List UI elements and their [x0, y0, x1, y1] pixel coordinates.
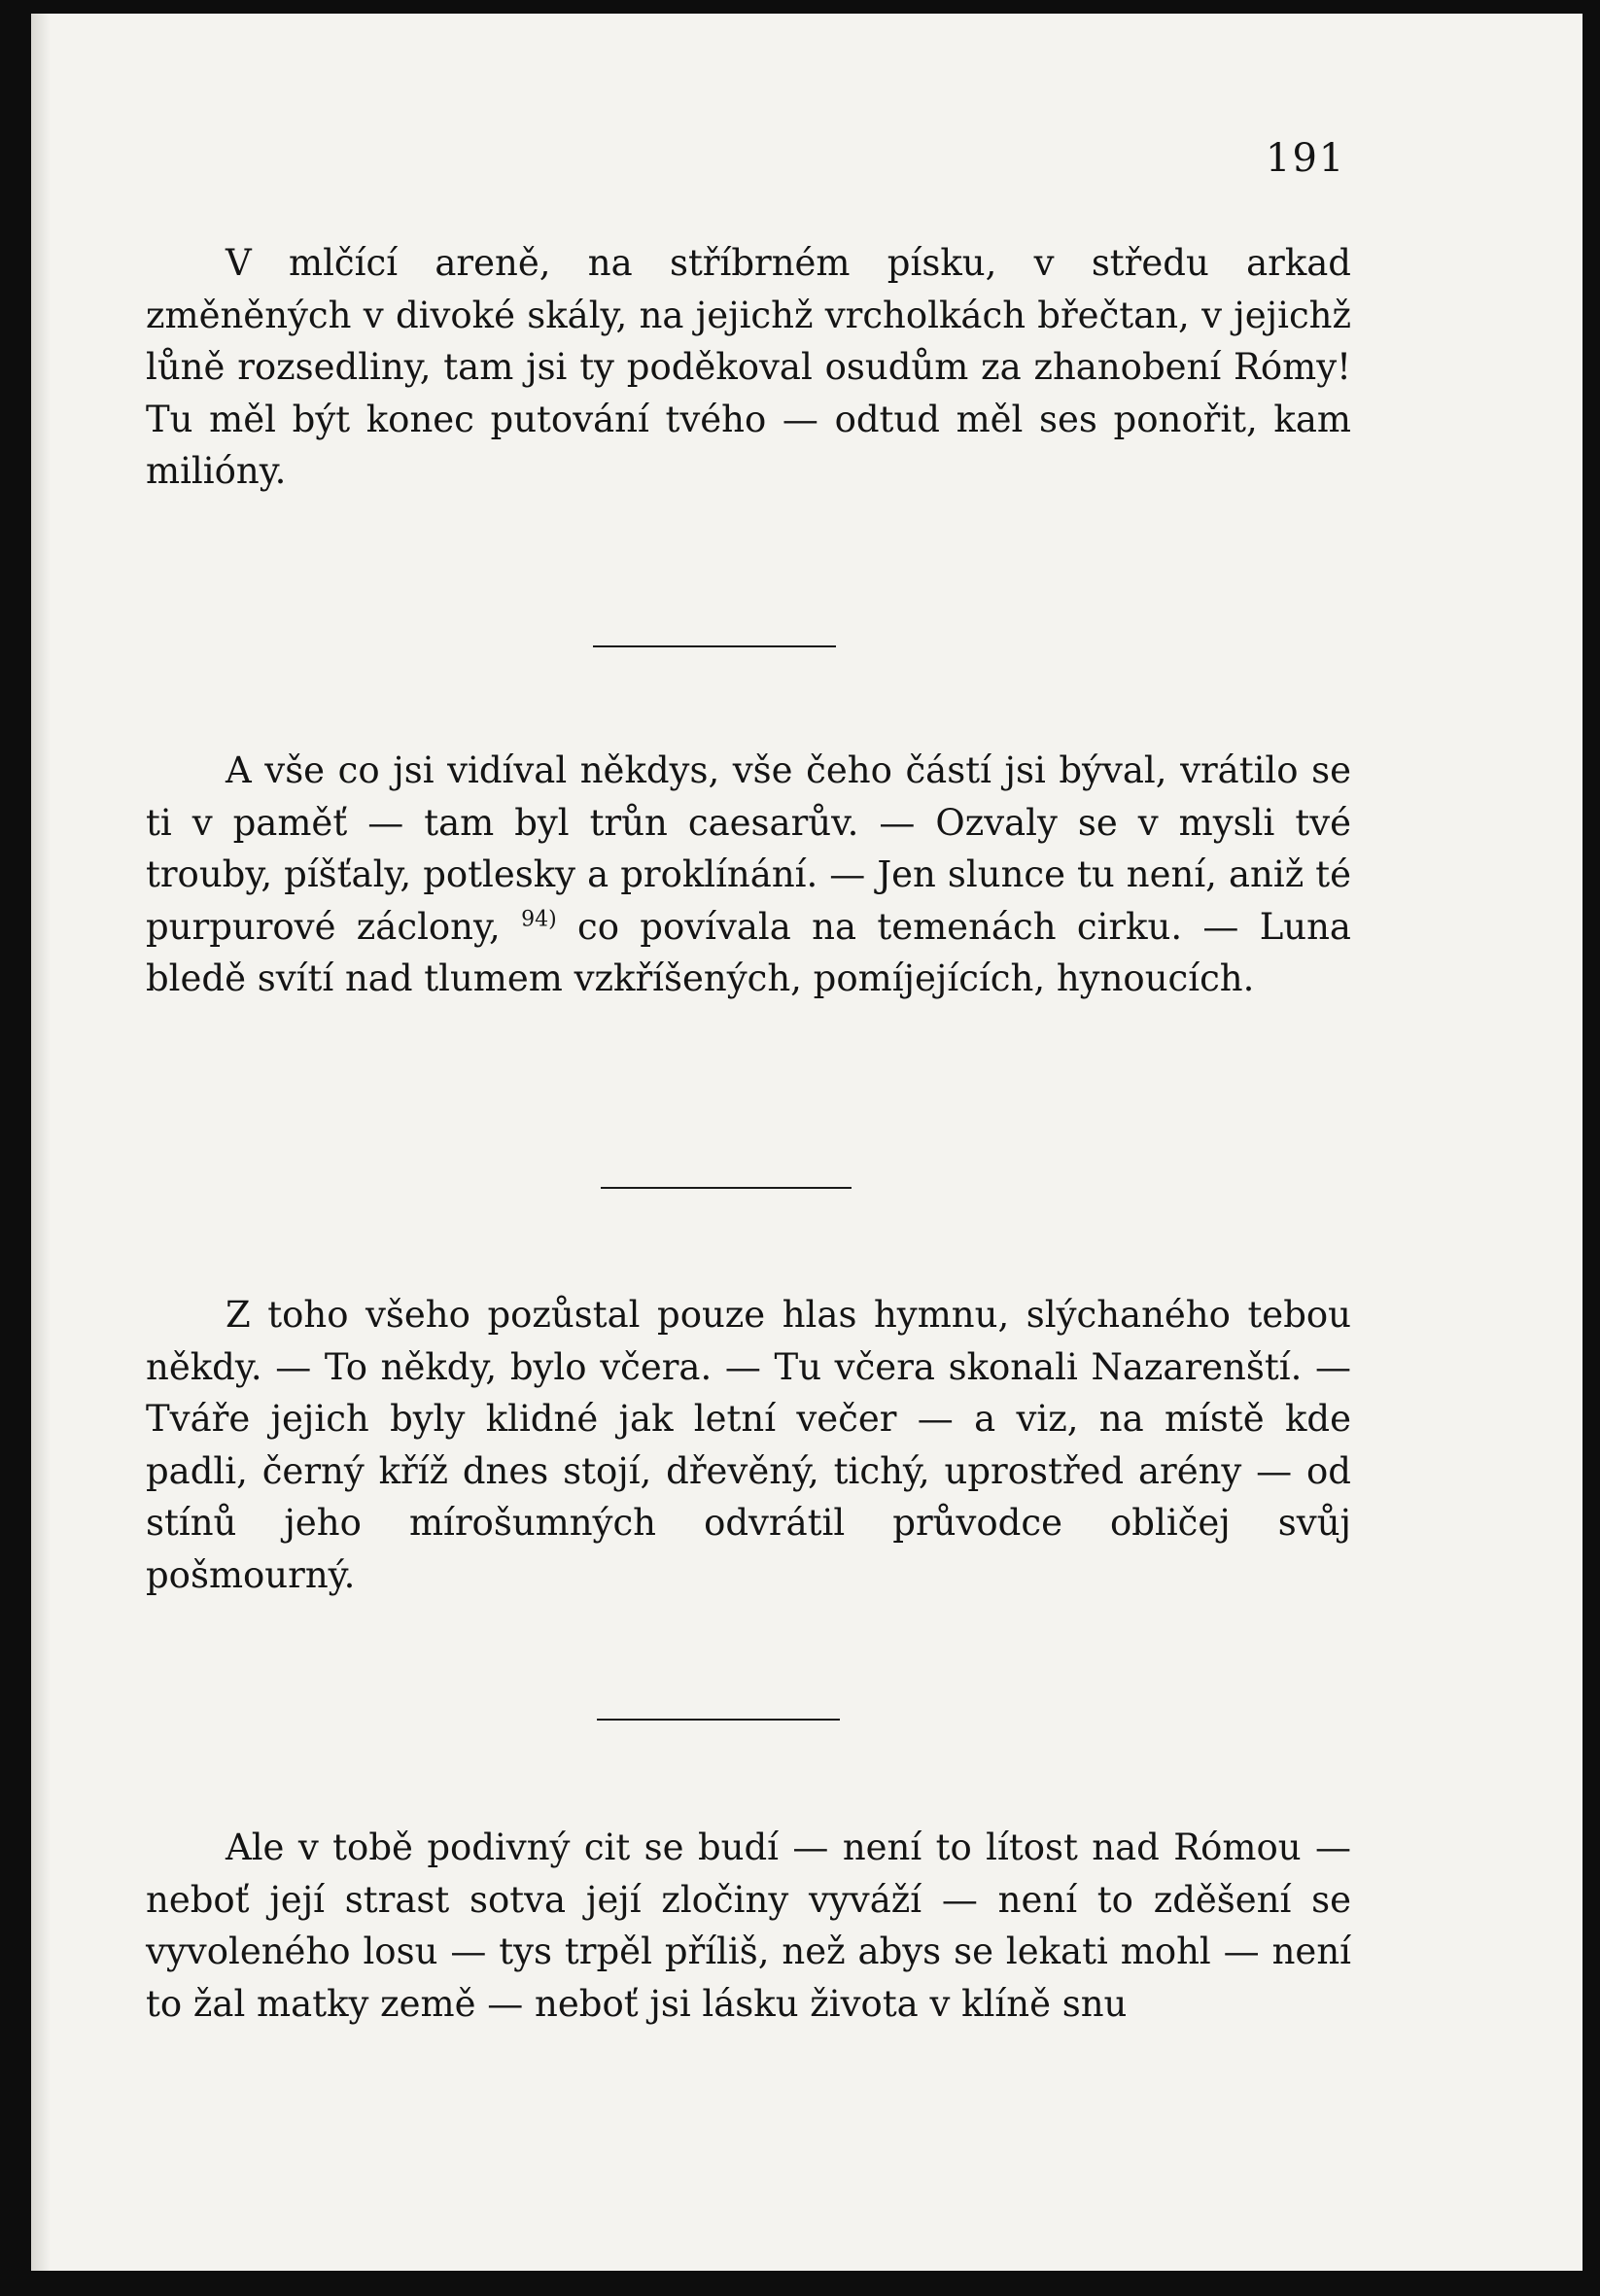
paragraph-1: V mlčící areně, na stříbrném písku, v středu arkad změněných v divoké skály, na jejichž vrcholkách břečtan, v jejichž lůně rozsedliny, tam jsi ty poděkoval osudům za zhanobení Rómy! Tu měl být konec putování tvého — odtud měl ses ponořit, kam milióny.	[146, 242, 1351, 492]
section-divider-1	[593, 645, 836, 647]
paragraph-2-tail: co povívala na temenách cirku. — Luna bledě svítí nad tlumem vzkříšených, pomíjejících, hynoucích.	[146, 905, 1351, 999]
section-divider-3	[597, 1719, 840, 1721]
book-page	[31, 14, 1583, 2271]
footnote-reference: 94)	[521, 907, 557, 932]
paragraph-2-text: A vše co jsi vidíval někdys, vše čeho částí jsi býval, vrátilo se ti v paměť — tam byl trůn caesarův. — Ozvaly se v mysli tvé trouby, píšťaly, potlesky a proklínání. — Jen slunce tu není, aniž té purpurové záclony,	[146, 749, 1351, 948]
paragraph-4: Ale v tobě podivný cit se budí — není to lítost nad Rómou — neboť její strast sotva její zločiny vyváží — není to zděšení se vyvoleného losu — tys trpěl příliš, než abys se lekati mohl — není to žal matky země — neboť jsi lásku života v klíně snu	[146, 1826, 1351, 2025]
paragraph-3: Z toho všeho pozůstal pouze hlas hymnu, slýchaného tebou někdy. — To někdy, bylo včera. — Tu včera skonali Nazarenští. — Tváře jejich byly klidné jak letní večer — a viz, na místě kde padli, černý kříž dnes stojí, dřevěný, tichý, uprostřed arény — od stínů jeho mírošumných odvrátil průvodce obličej svůj pošmourný.	[146, 1294, 1351, 1596]
section-divider-2	[601, 1187, 852, 1189]
paragraph-2	[146, 745, 1351, 1005]
page-edge-shadow	[31, 14, 51, 2271]
page-number: 191	[1266, 136, 1346, 181]
